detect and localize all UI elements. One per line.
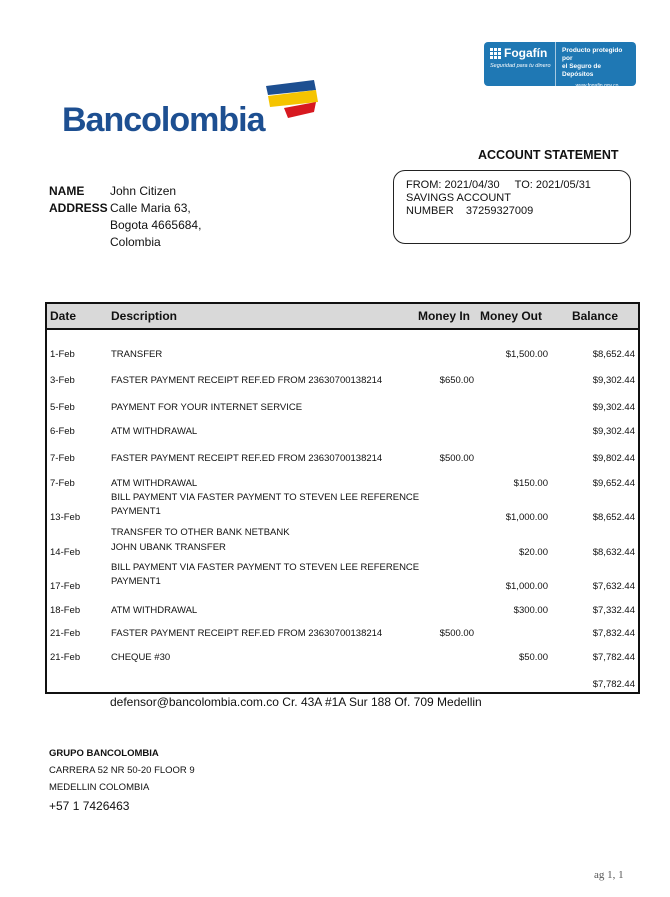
- row-balance: $7,632.44: [592, 581, 635, 592]
- customer-name: John Citizen: [110, 184, 177, 198]
- address-line: Bogota 4665684,: [110, 218, 202, 232]
- row-description: TRANSFER: [111, 349, 163, 360]
- table-row: [47, 527, 638, 563]
- row-description: FASTER PAYMENT RECEIPT REF.ED FROM 23630700138214: [111, 453, 383, 464]
- to-label: TO:: [514, 179, 533, 191]
- row-description-cont: PAYMENT1: [111, 506, 161, 517]
- row-date: 21-Feb: [50, 628, 81, 639]
- header-description: Description: [111, 309, 178, 323]
- table-header: [47, 304, 638, 330]
- contact-line: defensor@bancolombia.com.co Cr. 43A #1A Sur 188 Of. 709 Medellin: [110, 695, 482, 709]
- row-description: FASTER PAYMENT RECEIPT REF.ED FROM 23630700138214: [111, 375, 383, 386]
- bank-logo-icon: [262, 78, 320, 120]
- company-phone: +57 1 7426463: [49, 799, 130, 813]
- fogafin-tagline: Seguridad para tu dinero: [490, 63, 551, 69]
- closing-balance: $7,782.44: [592, 679, 635, 690]
- address-label: ADDRESS: [49, 201, 108, 215]
- table-row: [47, 492, 638, 528]
- row-date: 13-Feb: [50, 512, 81, 523]
- row-balance: $7,832.44: [592, 628, 635, 639]
- fogafin-line1: Producto protegido por: [562, 47, 623, 62]
- row-balance: $9,302.44: [592, 402, 635, 413]
- row-description: ATM WITHDRAWAL: [111, 478, 198, 489]
- row-description: FASTER PAYMENT RECEIPT REF.ED FROM 23630700138214: [111, 628, 383, 639]
- row-description-cont: JOHN UBANK TRANSFER: [111, 542, 226, 553]
- account-statement-title: ACCOUNT STATEMENT: [478, 148, 619, 162]
- row-date: 7-Feb: [50, 453, 75, 464]
- row-balance: $8,652.44: [592, 512, 635, 523]
- company-name: GRUPO BANCOLOMBIA: [49, 748, 159, 759]
- number-label: NUMBER: [406, 205, 454, 217]
- row-money-out: $1,000.00: [505, 581, 548, 592]
- statement-period-box: [393, 170, 631, 244]
- row-balance: $8,652.44: [592, 349, 635, 360]
- row-date: 17-Feb: [50, 581, 81, 592]
- row-money-in: $500.00: [439, 628, 474, 639]
- row-balance: $9,302.44: [592, 426, 635, 437]
- account-number: 37259327009: [465, 205, 534, 217]
- row-date: 5-Feb: [50, 402, 75, 413]
- row-money-in: $500.00: [439, 453, 474, 464]
- page-indicator: ag 1, 1: [594, 869, 624, 881]
- row-description: CHEQUE #30: [111, 652, 171, 663]
- row-description: TRANSFER TO OTHER BANK NETBANK: [111, 527, 290, 538]
- company-address-1: CARRERA 52 NR 50-20 FLOOR 9: [49, 765, 195, 776]
- fogafin-badge: [484, 42, 636, 89]
- table-row: [47, 562, 638, 598]
- to-date: 2021/05/31: [535, 179, 591, 191]
- fogafin-line2: el Seguro de Depósitos: [562, 63, 602, 78]
- row-money-out: $1,500.00: [505, 349, 548, 360]
- row-date: 21-Feb: [50, 652, 81, 663]
- row-money-out: $50.00: [518, 652, 548, 663]
- row-date: 3-Feb: [50, 375, 75, 386]
- row-balance: $9,652.44: [592, 478, 635, 489]
- fogafin-url: www.fogafin.gov.co: [575, 83, 619, 89]
- from-date: 2021/04/30: [444, 179, 500, 191]
- header-money-out: Money Out: [480, 309, 542, 323]
- header-money-in: Money In: [417, 309, 470, 323]
- company-address-2: MEDELLIN COLOMBIA: [49, 782, 150, 793]
- row-date: 18-Feb: [50, 605, 81, 616]
- row-description: BILL PAYMENT VIA FASTER PAYMENT TO STEVEN LEE REFERENCE: [111, 492, 420, 503]
- header-balance: Balance: [571, 309, 618, 323]
- row-money-out: $1,000.00: [505, 512, 548, 523]
- row-description: ATM WITHDRAWAL: [111, 426, 198, 437]
- row-date: 6-Feb: [50, 426, 75, 437]
- transactions-table: [45, 302, 640, 694]
- row-description-cont: PAYMENT1: [111, 576, 161, 587]
- row-balance: $7,332.44: [592, 605, 635, 616]
- row-date: 14-Feb: [50, 547, 81, 558]
- bank-logo-text: Bancolombia: [62, 101, 265, 139]
- from-label: FROM:: [406, 179, 442, 191]
- address-line: Colombia: [110, 235, 161, 249]
- row-description: ATM WITHDRAWAL: [111, 605, 198, 616]
- row-date: 1-Feb: [50, 349, 75, 360]
- row-balance: $9,802.44: [592, 453, 635, 464]
- fogafin-logo-icon: [490, 48, 501, 59]
- name-label: NAME: [49, 184, 85, 198]
- row-description: PAYMENT FOR YOUR INTERNET SERVICE: [111, 402, 303, 413]
- row-date: 7-Feb: [50, 478, 75, 489]
- row-balance: $8,632.44: [592, 547, 635, 558]
- fogafin-name: Fogafín: [504, 46, 548, 60]
- account-type: SAVINGS ACCOUNT: [406, 192, 511, 204]
- row-money-out: $20.00: [518, 547, 548, 558]
- row-money-in: $650.00: [439, 375, 474, 386]
- row-balance: $7,782.44: [592, 652, 635, 663]
- row-money-out: $300.00: [513, 605, 548, 616]
- row-balance: $9,302.44: [592, 375, 635, 386]
- row-money-out: $150.00: [513, 478, 548, 489]
- row-description: BILL PAYMENT VIA FASTER PAYMENT TO STEVEN LEE REFERENCE: [111, 562, 420, 573]
- header-date: Date: [50, 309, 77, 323]
- address-line: Calle Maria 63,: [110, 201, 191, 215]
